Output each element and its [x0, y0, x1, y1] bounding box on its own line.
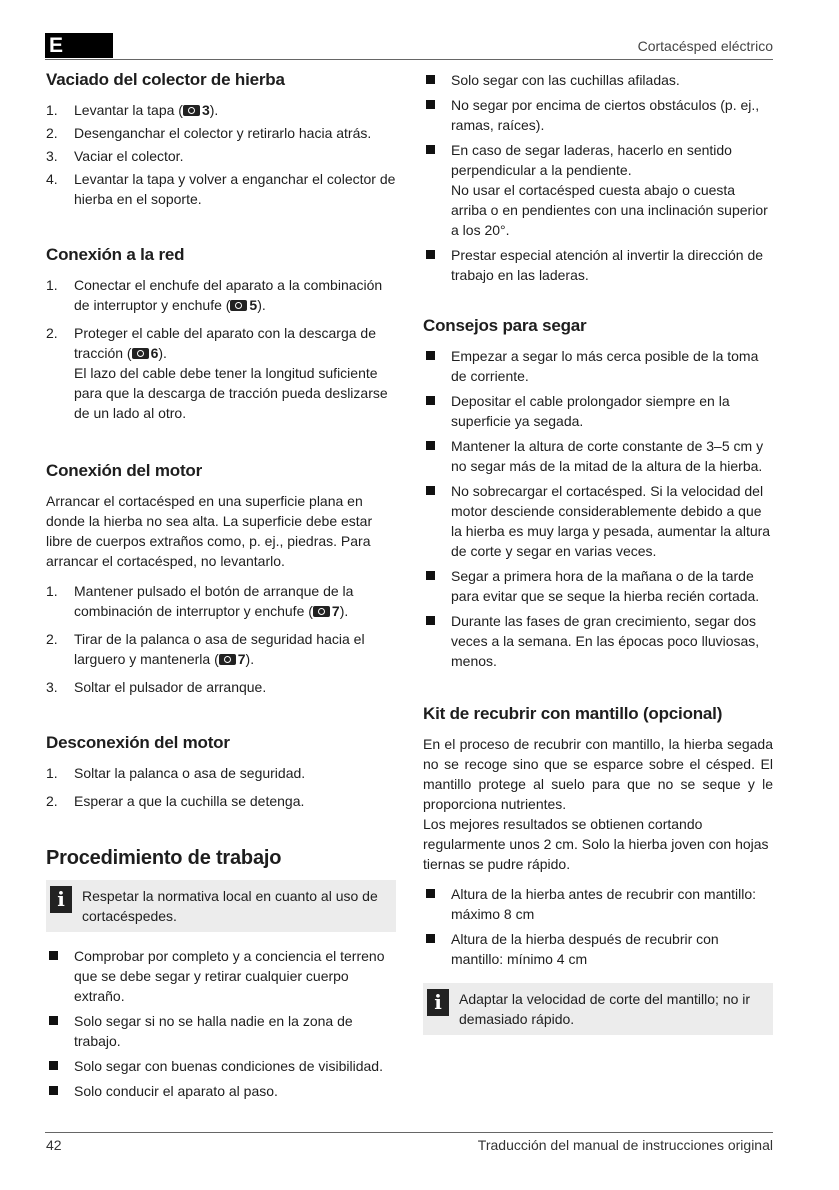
- figure-reference-icon: [183, 105, 200, 116]
- list-item: Mantener la altura de corte constante de 3–5 cm y no segar más de la mitad de la altura de la hierba.: [423, 436, 773, 476]
- figure-reference-icon: [132, 348, 149, 359]
- bullet-square-icon: [426, 145, 435, 154]
- list-item: 2. Proteger el cable del aparato con la descarga de tracción ( 6). El lazo del cable debe tener la longitud suficiente para que la descarga de tracción pueda deslizarse de un lado al otro.: [46, 325, 388, 421]
- bullet-square-icon: [426, 934, 435, 943]
- list-item: 1. Mantener pulsado el botón de arranque de la combinación de interruptor y enchufe ( 7).: [46, 583, 354, 619]
- bullet-square-icon: [426, 75, 435, 84]
- bullet-square-icon: [426, 571, 435, 580]
- list-item: Durante las fases de gran crecimiento, segar dos veces a la semana. En las épocas poco lluviosas, menos.: [423, 611, 773, 671]
- mulching-intro-a: En el proceso de recubrir con mantillo, la hierba segada no se recoge sino que se esparce sobre el césped. El mantillo protege al suelo para que no se seque y le proporciona nutrientes.: [423, 736, 773, 812]
- section-title-motor-on: Conexión del motor: [46, 461, 203, 480]
- list-item: Prestar especial atención al invertir la dirección de trabajo en las laderas.: [423, 245, 773, 285]
- page-number: 42: [46, 1137, 62, 1153]
- list-item: No segar por encima de ciertos obstáculos (p. ej., ramas, raíces).: [423, 95, 773, 135]
- header-title: Cortacésped eléctrico: [637, 38, 773, 54]
- list-item: Solo conducir el aparato al paso.: [46, 1081, 396, 1101]
- list-item: Empezar a segar lo más cerca posible de la toma de corriente.: [423, 346, 773, 386]
- consejos-bullets: [423, 346, 773, 671]
- bullet-square-icon: [426, 486, 435, 495]
- procedimiento-bullets-continued: [423, 70, 773, 285]
- list-item: 2. Desenganchar el colector y retirarlo hacia atrás.: [46, 125, 372, 141]
- list-item: 2. Esperar a que la cuchilla se detenga.: [46, 793, 305, 809]
- bullet-square-icon: [426, 889, 435, 898]
- info-note: i Respetar la normativa local en cuanto al uso de cortacéspedes.: [46, 880, 396, 932]
- vaciado-steps: [46, 100, 396, 209]
- bullet-square-icon: [49, 1016, 58, 1025]
- footer-title: Traducción del manual de instrucciones original: [477, 1137, 773, 1153]
- list-item: Altura de la hierba después de recubrir con mantillo: mínimo 4 cm: [423, 929, 773, 969]
- info-icon: i: [427, 989, 449, 1016]
- section-title-procedimiento: Procedimiento de trabajo: [46, 847, 282, 869]
- list-item: 1. Conectar el enchufe del aparato a la combinación de interruptor y enchufe ( 5).: [46, 277, 383, 313]
- mulching-bullets: [423, 884, 773, 969]
- list-item: 2. Tirar de la palanca o asa de seguridad hacia el larguero y mantenerla ( 7).: [46, 631, 365, 667]
- figure-reference-icon: [219, 654, 236, 665]
- bullet-square-icon: [426, 396, 435, 405]
- bullet-square-icon: [49, 951, 58, 960]
- motor-on-intro: Arrancar el cortacésped en una superficie plana en donde la hierba no sea alta. La superficie debe estar libre de cuerpos extraños como, p. ej., piedras. Para arrancar el cortacésped, no levantarlo.: [46, 493, 373, 569]
- footer-divider: [45, 1132, 773, 1133]
- figure-reference-icon: [230, 300, 247, 311]
- bullet-square-icon: [426, 250, 435, 259]
- red-steps: [46, 275, 396, 423]
- list-item: 4. Levantar la tapa y volver a enganchar el colector de hierba en el soporte.: [46, 171, 396, 207]
- list-item: Altura de la hierba antes de recubrir con mantillo: máximo 8 cm: [423, 884, 773, 924]
- list-item: 3. Vaciar el colector.: [46, 148, 184, 164]
- list-item: Depositar el cable prolongador siempre en la superficie ya segada.: [423, 391, 773, 431]
- bullet-square-icon: [49, 1061, 58, 1070]
- list-item: 1. Levantar la tapa ( 3).: [46, 102, 219, 118]
- section-title-mulching: Kit de recubrir con mantillo (opcional): [423, 704, 723, 723]
- bullet-square-icon: [426, 616, 435, 625]
- bullet-square-icon: [49, 1086, 58, 1095]
- bullet-square-icon: [426, 351, 435, 360]
- procedimiento-bullets: [46, 946, 396, 1101]
- section-title-vaciado: Vaciado del colector de hierba: [46, 70, 285, 89]
- bullet-square-icon: [426, 100, 435, 109]
- header-divider: [45, 59, 773, 60]
- language-badge: E: [45, 33, 113, 58]
- list-item: No sobrecargar el cortacésped. Si la velocidad del motor desciende considerablemente debido a que la hierba es muy larga y pesada, aumentar la altura de corte y segar en varias veces.: [423, 481, 773, 561]
- motor-off-steps: [46, 763, 396, 811]
- right-column: [423, 70, 773, 1049]
- section-title-consejos: Consejos para segar: [423, 316, 587, 335]
- section-title-red: Conexión a la red: [46, 245, 185, 264]
- list-item: Segar a primera hora de la mañana o de la tarde para evitar que se seque la hierba recién cortada.: [423, 566, 773, 606]
- list-item: En caso de segar laderas, hacerlo en sentido perpendicular a la pendiente. No usar el cortacésped cuesta abajo o cuesta arriba o en pendientes con una inclinación superior a los 20°.: [423, 140, 773, 240]
- info-note-mulching: i Adaptar la velocidad de corte del mantillo; no ir demasiado rápido.: [423, 983, 773, 1035]
- bullet-square-icon: [426, 441, 435, 450]
- list-item: Solo segar si no se halla nadie en la zona de trabajo.: [46, 1011, 396, 1051]
- info-icon: i: [50, 886, 72, 913]
- list-item: Solo segar con buenas condiciones de visibilidad.: [46, 1056, 396, 1076]
- section-title-motor-off: Desconexión del motor: [46, 733, 230, 752]
- motor-on-steps: [46, 581, 396, 697]
- list-item: Comprobar por completo y a conciencia el terreno que se debe segar y retirar cualquier cuerpo extraño.: [46, 946, 396, 1006]
- mulching-intro-b: Los mejores resultados se obtienen cortando regularmente unos 2 cm. Solo la hierba joven con hojas tiernas se pudre rápido.: [423, 816, 769, 872]
- list-item: Solo segar con las cuchillas afiladas.: [423, 70, 773, 90]
- figure-reference-icon: [313, 606, 330, 617]
- list-item: 3. Soltar el pulsador de arranque.: [46, 679, 267, 695]
- list-item: 1. Soltar la palanca o asa de seguridad.: [46, 765, 306, 781]
- left-column: [46, 70, 396, 1106]
